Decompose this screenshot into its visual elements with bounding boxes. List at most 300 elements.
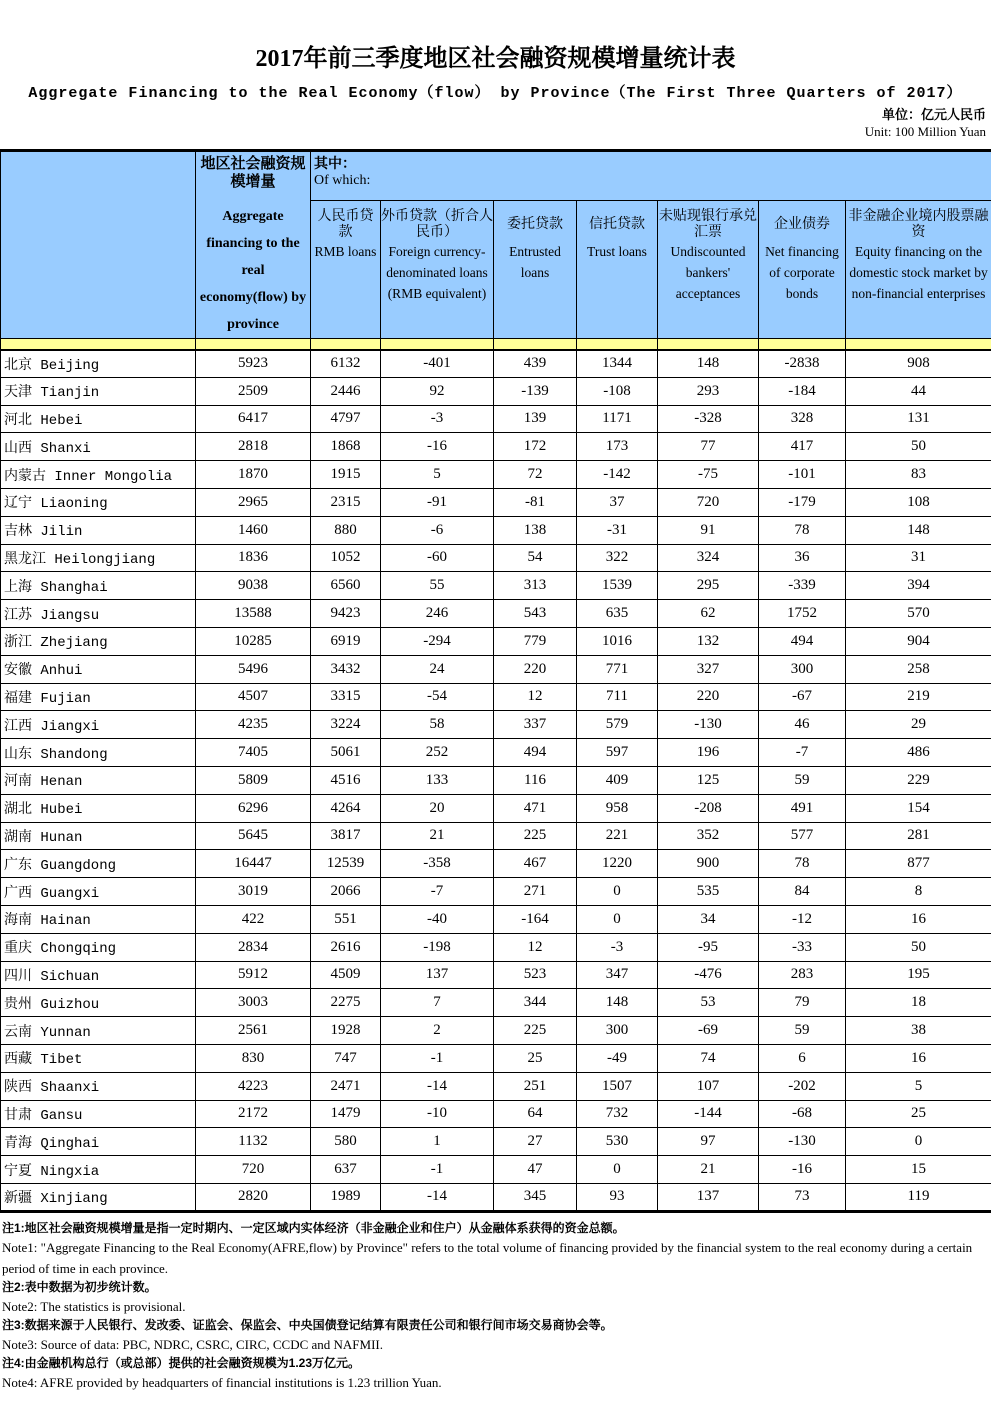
value-cell-equity-financing: 119 — [846, 1183, 991, 1211]
value-cell-entrusted-loans: 543 — [494, 600, 577, 628]
value-cell-equity-financing: 877 — [846, 850, 991, 878]
table-row — [1, 350, 991, 378]
province-cell: 河南 Henan — [1, 766, 196, 794]
value-cell-corporate-bonds: 328 — [759, 405, 846, 433]
value-cell-undiscounted-acceptances: 295 — [658, 572, 759, 600]
table-row — [1, 1183, 991, 1211]
table-row — [1, 488, 991, 516]
column-header-cn: 企业债券 — [774, 214, 830, 231]
value-cell-entrusted-loans: 251 — [494, 1072, 577, 1100]
value-cell-equity-financing: 0 — [846, 1128, 991, 1156]
column-header-rmb-loans — [311, 200, 381, 338]
value-cell-trust-loans: 0 — [577, 905, 658, 933]
table-row — [1, 989, 991, 1017]
value-cell-undiscounted-acceptances: 97 — [658, 1128, 759, 1156]
unit-labels — [0, 106, 991, 140]
value-cell-rmb-loans: 1928 — [311, 1017, 381, 1045]
table-row — [1, 711, 991, 739]
value-cell-foreign-currency-loans: 24 — [381, 655, 494, 683]
province-cell: 甘肃 Gansu — [1, 1100, 196, 1128]
province-cell: 重庆 Chongqing — [1, 933, 196, 961]
value-cell-trust-loans: 300 — [577, 1017, 658, 1045]
value-cell-foreign-currency-loans: 1 — [381, 1128, 494, 1156]
value-cell-corporate-bonds: 79 — [759, 989, 846, 1017]
value-cell-entrusted-loans: 337 — [494, 711, 577, 739]
table-row — [1, 405, 991, 433]
value-cell-afre-total: 1870 — [196, 461, 311, 489]
value-cell-corporate-bonds: 300 — [759, 655, 846, 683]
table-row — [1, 655, 991, 683]
value-cell-trust-loans: 347 — [577, 961, 658, 989]
value-cell-rmb-loans: 9423 — [311, 600, 381, 628]
column-header-cn: 人民币贷款 — [317, 206, 374, 239]
value-cell-entrusted-loans: 138 — [494, 516, 577, 544]
value-cell-undiscounted-acceptances: -130 — [658, 711, 759, 739]
value-cell-rmb-loans: 1052 — [311, 544, 381, 572]
value-cell-entrusted-loans: 271 — [494, 878, 577, 906]
value-cell-rmb-loans: 3432 — [311, 655, 381, 683]
value-cell-rmb-loans: 2315 — [311, 488, 381, 516]
value-cell-foreign-currency-loans: 20 — [381, 794, 494, 822]
table-row — [1, 739, 991, 767]
value-cell-entrusted-loans: 344 — [494, 989, 577, 1017]
value-cell-undiscounted-acceptances: 220 — [658, 683, 759, 711]
value-cell-rmb-loans: 2446 — [311, 377, 381, 405]
value-cell-corporate-bonds: 494 — [759, 627, 846, 655]
note1-en: Note1: "Aggregate Financing to the Real Economy(AFRE,flow) by Province" refers to the total volume of financing provided by the financial system to the real economy during a certain period of time in each province. — [2, 1239, 973, 1276]
value-cell-undiscounted-acceptances: 196 — [658, 739, 759, 767]
note4-cn: 注4:由金融机构总行（或总部）提供的社会融资规模为1.23万亿元。 — [2, 1355, 361, 1370]
separator-band — [1, 339, 991, 350]
value-cell-entrusted-loans: 47 — [494, 1156, 577, 1184]
value-cell-foreign-currency-loans: -14 — [381, 1072, 494, 1100]
province-cell: 海南 Hainan — [1, 905, 196, 933]
value-cell-corporate-bonds: -101 — [759, 461, 846, 489]
value-cell-equity-financing: 25 — [846, 1100, 991, 1128]
value-cell-afre-total: 1132 — [196, 1128, 311, 1156]
value-cell-entrusted-loans: -81 — [494, 488, 577, 516]
value-cell-equity-financing: 16 — [846, 905, 991, 933]
page-subtitle: Aggregate Financing to the Real Economy（flow） by Province（The First Three Quarters of 2017） — [28, 85, 963, 102]
page-title: 2017年前三季度地区社会融资规模增量统计表 — [255, 46, 736, 72]
afre-total-header-en: Aggregate financing to the real economy(flow) by province — [199, 209, 307, 332]
province-cell: 北京 Beijing — [1, 350, 196, 378]
column-header-en: Trust loans — [587, 243, 647, 259]
value-cell-foreign-currency-loans: -1 — [381, 1044, 494, 1072]
note3-en: Note3: Source of data: PBC, NDRC, CSRC, CIRC, CCDC and NAFMII. — [2, 1336, 383, 1352]
value-cell-trust-loans: 322 — [577, 544, 658, 572]
value-cell-corporate-bonds: -184 — [759, 377, 846, 405]
note3-cn: 注3:数据来源于人民银行、发改委、证监会、保监会、中央国债登记结算有限责任公司和银行间市场交易商协会等。 — [2, 1317, 613, 1332]
value-cell-undiscounted-acceptances: 77 — [658, 433, 759, 461]
value-cell-foreign-currency-loans: 21 — [381, 822, 494, 850]
value-cell-foreign-currency-loans: 137 — [381, 961, 494, 989]
value-cell-corporate-bonds: -202 — [759, 1072, 846, 1100]
value-cell-corporate-bonds: -16 — [759, 1156, 846, 1184]
column-header-cn: 非金融企业境内股票融资 — [848, 206, 989, 239]
value-cell-trust-loans: 597 — [577, 739, 658, 767]
value-cell-trust-loans: 1507 — [577, 1072, 658, 1100]
value-cell-equity-financing: 29 — [846, 711, 991, 739]
value-cell-corporate-bonds: 6 — [759, 1044, 846, 1072]
column-header-undiscounted-acceptances — [658, 200, 759, 338]
value-cell-undiscounted-acceptances: 74 — [658, 1044, 759, 1072]
province-cell: 宁夏 Ningxia — [1, 1156, 196, 1184]
province-cell: 贵州 Guizhou — [1, 989, 196, 1017]
value-cell-rmb-loans: 1989 — [311, 1183, 381, 1211]
column-header-foreign-currency-loans — [381, 200, 494, 338]
value-cell-foreign-currency-loans: -7 — [381, 878, 494, 906]
value-cell-equity-financing: 154 — [846, 794, 991, 822]
table-row — [1, 600, 991, 628]
value-cell-entrusted-loans: 64 — [494, 1100, 577, 1128]
note4-en: Note4: AFRE provided by headquarters of financial institutions is 1.23 trillion Yuan. — [2, 1374, 442, 1390]
value-cell-rmb-loans: 580 — [311, 1128, 381, 1156]
value-cell-afre-total: 5809 — [196, 766, 311, 794]
column-header-entrusted-loans — [494, 200, 577, 338]
table-row — [1, 766, 991, 794]
province-cell: 山东 Shandong — [1, 739, 196, 767]
value-cell-afre-total: 4507 — [196, 683, 311, 711]
province-cell: 吉林 Jilin — [1, 516, 196, 544]
value-cell-entrusted-loans: 779 — [494, 627, 577, 655]
value-cell-foreign-currency-loans: 7 — [381, 989, 494, 1017]
value-cell-rmb-loans: 4509 — [311, 961, 381, 989]
value-cell-trust-loans: 173 — [577, 433, 658, 461]
table-row — [1, 433, 991, 461]
value-cell-rmb-loans: 2471 — [311, 1072, 381, 1100]
value-cell-entrusted-loans: 523 — [494, 961, 577, 989]
value-cell-foreign-currency-loans: -1 — [381, 1156, 494, 1184]
value-cell-equity-financing: 131 — [846, 405, 991, 433]
afre-total-header-cn: 地区社会融资规模增量 — [200, 155, 306, 190]
value-cell-equity-financing: 904 — [846, 627, 991, 655]
value-cell-undiscounted-acceptances: 327 — [658, 655, 759, 683]
province-cell: 四川 Sichuan — [1, 961, 196, 989]
province-cell: 广西 Guangxi — [1, 878, 196, 906]
value-cell-entrusted-loans: 116 — [494, 766, 577, 794]
value-cell-foreign-currency-loans: 55 — [381, 572, 494, 600]
value-cell-equity-financing: 258 — [846, 655, 991, 683]
column-header-cn: 信托贷款 — [589, 214, 645, 231]
note2-en: Note2: The statistics is provisional. — [2, 1298, 186, 1314]
value-cell-afre-total: 2509 — [196, 377, 311, 405]
value-cell-afre-total: 4235 — [196, 711, 311, 739]
value-cell-afre-total: 2172 — [196, 1100, 311, 1128]
value-cell-undiscounted-acceptances: 107 — [658, 1072, 759, 1100]
of-which-cn: 其中： — [314, 155, 356, 171]
value-cell-trust-loans: -3 — [577, 933, 658, 961]
table-row — [1, 905, 991, 933]
province-cell: 黑龙江 Heilongjiang — [1, 544, 196, 572]
value-cell-rmb-loans: 1915 — [311, 461, 381, 489]
value-cell-afre-total: 2965 — [196, 488, 311, 516]
value-cell-foreign-currency-loans: 92 — [381, 377, 494, 405]
value-cell-afre-total: 5496 — [196, 655, 311, 683]
column-header-en: Net financing of corporate bonds — [765, 243, 839, 301]
table-row — [1, 1128, 991, 1156]
value-cell-entrusted-loans: -164 — [494, 905, 577, 933]
value-cell-trust-loans: 1344 — [577, 350, 658, 378]
value-cell-foreign-currency-loans: -14 — [381, 1183, 494, 1211]
value-cell-undiscounted-acceptances: 293 — [658, 377, 759, 405]
value-cell-undiscounted-acceptances: -328 — [658, 405, 759, 433]
value-cell-undiscounted-acceptances: -75 — [658, 461, 759, 489]
value-cell-rmb-loans: 6132 — [311, 350, 381, 378]
value-cell-rmb-loans: 880 — [311, 516, 381, 544]
value-cell-foreign-currency-loans: -294 — [381, 627, 494, 655]
value-cell-rmb-loans: 2066 — [311, 878, 381, 906]
value-cell-equity-financing: 8 — [846, 878, 991, 906]
column-header-equity-financing — [846, 200, 991, 338]
value-cell-equity-financing: 83 — [846, 461, 991, 489]
value-cell-equity-financing: 229 — [846, 766, 991, 794]
province-cell: 浙江 Zhejiang — [1, 627, 196, 655]
value-cell-undiscounted-acceptances: -69 — [658, 1017, 759, 1045]
value-cell-rmb-loans: 6919 — [311, 627, 381, 655]
value-cell-equity-financing: 281 — [846, 822, 991, 850]
value-cell-afre-total: 6296 — [196, 794, 311, 822]
province-cell: 江西 Jiangxi — [1, 711, 196, 739]
value-cell-equity-financing: 219 — [846, 683, 991, 711]
column-header-cn: 未贴现银行承兑汇票 — [659, 206, 757, 239]
value-cell-afre-total: 7405 — [196, 739, 311, 767]
table-row — [1, 1072, 991, 1100]
value-cell-afre-total: 13588 — [196, 600, 311, 628]
value-cell-corporate-bonds: 78 — [759, 850, 846, 878]
value-cell-entrusted-loans: 225 — [494, 822, 577, 850]
value-cell-corporate-bonds: 1752 — [759, 600, 846, 628]
value-cell-afre-total: 3019 — [196, 878, 311, 906]
table-body — [1, 350, 991, 1212]
value-cell-undiscounted-acceptances: 91 — [658, 516, 759, 544]
value-cell-undiscounted-acceptances: 53 — [658, 989, 759, 1017]
value-cell-rmb-loans: 5061 — [311, 739, 381, 767]
value-cell-foreign-currency-loans: -54 — [381, 683, 494, 711]
table-row — [1, 544, 991, 572]
value-cell-undiscounted-acceptances: 352 — [658, 822, 759, 850]
value-cell-foreign-currency-loans: 252 — [381, 739, 494, 767]
value-cell-corporate-bonds: -179 — [759, 488, 846, 516]
column-header-en: Foreign currency-denominated loans (RMB equivalent) — [386, 243, 488, 301]
value-cell-undiscounted-acceptances: 62 — [658, 600, 759, 628]
value-cell-entrusted-loans: 471 — [494, 794, 577, 822]
value-cell-foreign-currency-loans: -10 — [381, 1100, 494, 1128]
value-cell-rmb-loans: 2275 — [311, 989, 381, 1017]
value-cell-equity-financing: 44 — [846, 377, 991, 405]
column-header-en: Equity financing on the domestic stock market by non-financial enterprises — [849, 243, 988, 301]
value-cell-equity-financing: 16 — [846, 1044, 991, 1072]
value-cell-trust-loans: -142 — [577, 461, 658, 489]
value-cell-undiscounted-acceptances: 148 — [658, 350, 759, 378]
value-cell-undiscounted-acceptances: -208 — [658, 794, 759, 822]
value-cell-trust-loans: 732 — [577, 1100, 658, 1128]
value-cell-corporate-bonds: 73 — [759, 1183, 846, 1211]
value-cell-rmb-loans: 12539 — [311, 850, 381, 878]
column-header-en: Entrusted loans — [509, 243, 561, 280]
value-cell-afre-total: 6417 — [196, 405, 311, 433]
value-cell-corporate-bonds: -67 — [759, 683, 846, 711]
value-cell-afre-total: 9038 — [196, 572, 311, 600]
value-cell-afre-total: 830 — [196, 1044, 311, 1072]
value-cell-rmb-loans: 4264 — [311, 794, 381, 822]
province-cell: 湖南 Hunan — [1, 822, 196, 850]
value-cell-trust-loans: 0 — [577, 878, 658, 906]
value-cell-trust-loans: -31 — [577, 516, 658, 544]
value-cell-corporate-bonds: 84 — [759, 878, 846, 906]
value-cell-entrusted-loans: 494 — [494, 739, 577, 767]
value-cell-equity-financing: 18 — [846, 989, 991, 1017]
table-row — [1, 850, 991, 878]
of-which-en: Of which: — [314, 173, 371, 188]
value-cell-entrusted-loans: 225 — [494, 1017, 577, 1045]
value-cell-corporate-bonds: 78 — [759, 516, 846, 544]
table-row — [1, 822, 991, 850]
table-row — [1, 1100, 991, 1128]
value-cell-equity-financing: 38 — [846, 1017, 991, 1045]
value-cell-afre-total: 2561 — [196, 1017, 311, 1045]
value-cell-rmb-loans: 637 — [311, 1156, 381, 1184]
value-cell-corporate-bonds: 36 — [759, 544, 846, 572]
value-cell-foreign-currency-loans: -198 — [381, 933, 494, 961]
province-cell: 西藏 Tibet — [1, 1044, 196, 1072]
value-cell-undiscounted-acceptances: -95 — [658, 933, 759, 961]
value-cell-trust-loans: 1220 — [577, 850, 658, 878]
note1-cn: 注1:地区社会融资规模增量是指一定时期内、一定区域内实体经济（非金融企业和住户）从金融体系获得的资金总额。 — [2, 1220, 625, 1235]
value-cell-afre-total: 2834 — [196, 933, 311, 961]
value-cell-rmb-loans: 3817 — [311, 822, 381, 850]
value-cell-equity-financing: 394 — [846, 572, 991, 600]
value-cell-undiscounted-acceptances: 900 — [658, 850, 759, 878]
value-cell-rmb-loans: 6560 — [311, 572, 381, 600]
value-cell-corporate-bonds: -12 — [759, 905, 846, 933]
value-cell-corporate-bonds: -33 — [759, 933, 846, 961]
value-cell-foreign-currency-loans: -358 — [381, 850, 494, 878]
unit-label-en: Unit: 100 Million Yuan — [864, 124, 986, 139]
table-row — [1, 516, 991, 544]
value-cell-undiscounted-acceptances: 720 — [658, 488, 759, 516]
value-cell-foreign-currency-loans: -3 — [381, 405, 494, 433]
value-cell-corporate-bonds: -2838 — [759, 350, 846, 378]
value-cell-rmb-loans: 4516 — [311, 766, 381, 794]
value-cell-undiscounted-acceptances: 21 — [658, 1156, 759, 1184]
value-cell-rmb-loans: 1868 — [311, 433, 381, 461]
column-header-corporate-bonds — [759, 200, 846, 338]
province-cell: 上海 Shanghai — [1, 572, 196, 600]
value-cell-corporate-bonds: 59 — [759, 1017, 846, 1045]
value-cell-trust-loans: 148 — [577, 989, 658, 1017]
table-row — [1, 1017, 991, 1045]
value-cell-entrusted-loans: 139 — [494, 405, 577, 433]
value-cell-equity-financing: 486 — [846, 739, 991, 767]
footnotes — [0, 1213, 991, 1393]
value-cell-corporate-bonds: -130 — [759, 1128, 846, 1156]
value-cell-undiscounted-acceptances: 137 — [658, 1183, 759, 1211]
value-cell-afre-total: 720 — [196, 1156, 311, 1184]
value-cell-foreign-currency-loans: 58 — [381, 711, 494, 739]
table-row — [1, 878, 991, 906]
value-cell-entrusted-loans: 12 — [494, 683, 577, 711]
value-cell-trust-loans: 1016 — [577, 627, 658, 655]
value-cell-rmb-loans: 3224 — [311, 711, 381, 739]
value-cell-foreign-currency-loans: -6 — [381, 516, 494, 544]
table-row — [1, 1044, 991, 1072]
value-cell-entrusted-loans: 172 — [494, 433, 577, 461]
of-which-header-cell — [311, 151, 991, 201]
value-cell-trust-loans: 0 — [577, 1156, 658, 1184]
table-row — [1, 627, 991, 655]
value-cell-entrusted-loans: 54 — [494, 544, 577, 572]
value-cell-afre-total: 2818 — [196, 433, 311, 461]
table-header — [1, 151, 991, 350]
value-cell-rmb-loans: 2616 — [311, 933, 381, 961]
value-cell-foreign-currency-loans: -91 — [381, 488, 494, 516]
value-cell-undiscounted-acceptances: 324 — [658, 544, 759, 572]
province-cell: 湖北 Hubei — [1, 794, 196, 822]
value-cell-rmb-loans: 747 — [311, 1044, 381, 1072]
value-cell-trust-loans: 958 — [577, 794, 658, 822]
value-cell-trust-loans: -108 — [577, 377, 658, 405]
note2-cn: 注2:表中数据为初步统计数。 — [2, 1279, 157, 1294]
value-cell-trust-loans: 635 — [577, 600, 658, 628]
province-cell: 辽宁 Liaoning — [1, 488, 196, 516]
value-cell-foreign-currency-loans: 5 — [381, 461, 494, 489]
value-cell-afre-total: 10285 — [196, 627, 311, 655]
value-cell-equity-financing: 5 — [846, 1072, 991, 1100]
value-cell-corporate-bonds: -7 — [759, 739, 846, 767]
value-cell-equity-financing: 195 — [846, 961, 991, 989]
unit-label-cn: 单位：亿元人民币 — [881, 107, 986, 122]
province-cell: 安徽 Anhui — [1, 655, 196, 683]
value-cell-rmb-loans: 4797 — [311, 405, 381, 433]
table-row — [1, 933, 991, 961]
value-cell-foreign-currency-loans: 246 — [381, 600, 494, 628]
value-cell-trust-loans: 93 — [577, 1183, 658, 1211]
value-cell-undiscounted-acceptances: 34 — [658, 905, 759, 933]
value-cell-trust-loans: 409 — [577, 766, 658, 794]
value-cell-entrusted-loans: 72 — [494, 461, 577, 489]
column-header-en: RMB loans — [314, 243, 377, 259]
column-header-cn: 委托贷款 — [507, 214, 563, 231]
value-cell-afre-total: 5912 — [196, 961, 311, 989]
afre-total-header-cell — [196, 151, 311, 339]
value-cell-foreign-currency-loans: -60 — [381, 544, 494, 572]
value-cell-trust-loans: 530 — [577, 1128, 658, 1156]
province-cell: 福建 Fujian — [1, 683, 196, 711]
value-cell-undiscounted-acceptances: -144 — [658, 1100, 759, 1128]
value-cell-corporate-bonds: 59 — [759, 766, 846, 794]
value-cell-undiscounted-acceptances: -476 — [658, 961, 759, 989]
value-cell-trust-loans: 1171 — [577, 405, 658, 433]
value-cell-foreign-currency-loans: -401 — [381, 350, 494, 378]
value-cell-corporate-bonds: 283 — [759, 961, 846, 989]
value-cell-entrusted-loans: 220 — [494, 655, 577, 683]
table-row — [1, 572, 991, 600]
province-cell: 山西 Shanxi — [1, 433, 196, 461]
value-cell-afre-total: 422 — [196, 905, 311, 933]
table-row — [1, 461, 991, 489]
value-cell-afre-total: 2820 — [196, 1183, 311, 1211]
value-cell-trust-loans: 37 — [577, 488, 658, 516]
value-cell-trust-loans: 771 — [577, 655, 658, 683]
value-cell-corporate-bonds: 577 — [759, 822, 846, 850]
value-cell-rmb-loans: 1479 — [311, 1100, 381, 1128]
value-cell-entrusted-loans: 27 — [494, 1128, 577, 1156]
province-cell: 内蒙古 Inner Mongolia — [1, 461, 196, 489]
value-cell-corporate-bonds: 46 — [759, 711, 846, 739]
value-cell-undiscounted-acceptances: 125 — [658, 766, 759, 794]
value-cell-trust-loans: 1539 — [577, 572, 658, 600]
